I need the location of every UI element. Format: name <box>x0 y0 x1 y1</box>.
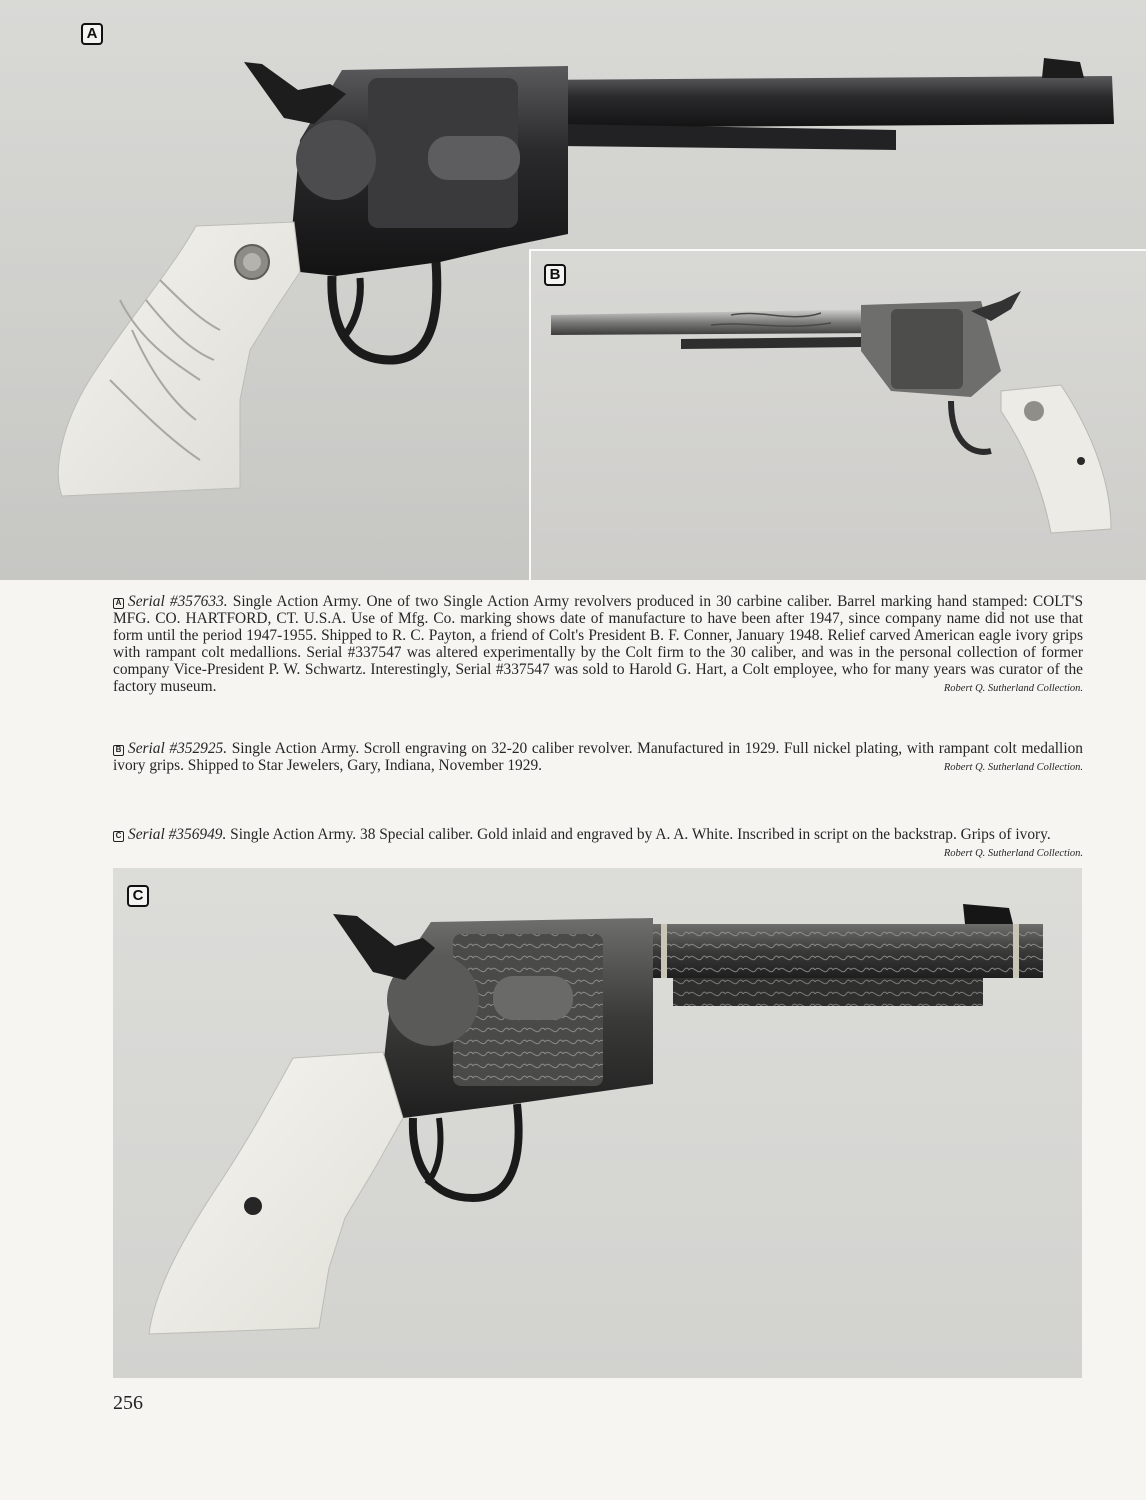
caption-c <box>113 826 1083 862</box>
caption-marker-a: A <box>113 598 124 609</box>
page-number: 256 <box>113 1392 143 1414</box>
caption-serial-c: Serial #356949. <box>128 826 227 843</box>
plate-label-c: C <box>127 885 149 907</box>
caption-a <box>113 593 1083 697</box>
caption-text-a: Single Action Army. One of two Single Action Army revolvers produced in 30 carbine caliber. Barrel marking hand stamped: COLT'S MFG. CO. HARTFORD, CT. U.S.A. Use of Mfg. Co. marking shows date of manufacture to have been after 1947, since company name did not use that form until the period 1947-1955. Shipped to R. C. Payton, a friend of Colt's President B. F. Conner, January 1948. Relief carved American eagle ivory grips with rampant colt medallions. Serial #337547 was altered experimentally by the Colt firm to the 30 caliber, and was in the personal collection of former company Vice-President P. W. Schwartz. Interestingly, Serial #337547 was sold to Harold G. Hart, a Colt employee, who for many years was curator of the factory museum. <box>113 593 1084 695</box>
plate-label-b: B <box>544 264 566 286</box>
caption-serial-b: Serial #352925. <box>128 740 228 757</box>
caption-marker-c: C <box>113 831 124 842</box>
revolver-photo-b <box>531 251 1146 580</box>
revolver-photo-c <box>113 868 1082 1378</box>
caption-credit-b: Robert Q. Sutherland Collection. <box>943 762 1083 773</box>
photo-plate-b <box>529 249 1146 580</box>
caption-serial-a: Serial #357633. <box>128 593 228 610</box>
caption-marker-b: B <box>113 745 124 756</box>
photo-plate-c <box>113 868 1082 1378</box>
caption-text-c: Single Action Army. 38 Special caliber. Gold inlaid and engraved by A. A. White. Inscribed in script on the backstrap. Grips of ivory. <box>226 826 1051 843</box>
caption-credit-c: Robert Q. Sutherland Collection. <box>943 848 1083 859</box>
caption-credit-a: Robert Q. Sutherland Collection. <box>943 683 1083 694</box>
caption-text-b: Single Action Army. Scroll engraving on 32-20 caliber revolver. Manufactured in 1929. Full nickel plating, with rampant colt medallion ivory grips. Shipped to Star Jewelers, Gary, Indiana, November 1929. <box>113 740 1083 774</box>
caption-b <box>113 740 1083 776</box>
plate-label-a: A <box>81 23 103 45</box>
